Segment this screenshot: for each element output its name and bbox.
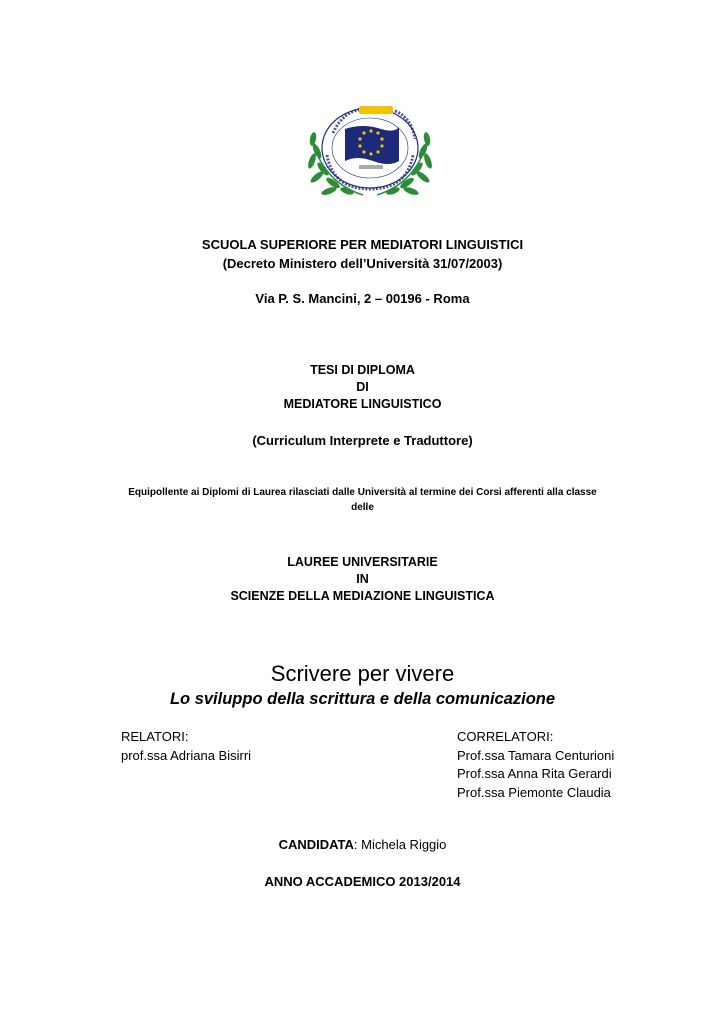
thesis-subtitle: Lo sviluppo della scrittura e della comunicazione <box>169 690 556 708</box>
correlatori-block <box>457 728 614 802</box>
school-name: SCUOLA SUPERIORE PER MEDIATORI LINGUISTICI <box>201 237 524 252</box>
thesis-title: Scrivere per vivere <box>270 661 455 686</box>
correlatore-name: Prof.ssa Anna Rita Gerardi <box>457 766 612 781</box>
thesis-line-1: TESI DI DIPLOMA <box>310 363 415 377</box>
equivalence-line-1: Equipollente ai Diplomi di Laurea rilasciati dalle Università al termine dei Corsi afferenti alla classe <box>128 487 597 498</box>
candidate-name: : Michela Riggio <box>353 837 447 852</box>
academic-year: ANNO ACCADEMICO 2013/2014 <box>264 874 461 889</box>
equivalence-block <box>0 485 725 515</box>
thesis-type-block <box>0 362 725 413</box>
school-address: Via P. S. Mancini, 2 – 00196 - Roma <box>255 291 470 306</box>
degree-line-2: IN <box>356 572 369 586</box>
eu-flag-icon <box>345 126 399 164</box>
school-name-block <box>0 237 725 272</box>
candidate-line <box>0 837 725 852</box>
school-decree: (Decreto Ministero dell’Università 31/07/2003) <box>222 256 503 271</box>
correlatore-name: Prof.ssa Piemonte Claudia <box>457 784 611 800</box>
degree-line-3: SCIENZE DELLA MEDIAZIONE LINGUISTICA <box>230 589 495 603</box>
correlatore-name: Prof.ssa Tamara Centurioni <box>457 747 615 763</box>
correlatori-label: CORRELATORI: <box>457 729 554 744</box>
curriculum: (Curriculum Interprete e Traduttore) <box>252 433 473 448</box>
thesis-line-2: DI <box>356 380 369 394</box>
relatori-block <box>121 728 251 765</box>
degree-block <box>0 554 725 605</box>
school-logo <box>303 103 437 201</box>
thesis-line-3: MEDIATORE LINGUISTICO <box>283 397 442 411</box>
candidate-label: CANDIDATA <box>278 837 354 852</box>
relatori-label: RELATORI: <box>121 729 189 744</box>
degree-line-1: LAUREE UNIVERSITARIE <box>287 555 438 569</box>
relatore-name: prof.ssa Adriana Bisirri <box>121 747 252 763</box>
equivalence-line-2: delle <box>351 502 374 513</box>
